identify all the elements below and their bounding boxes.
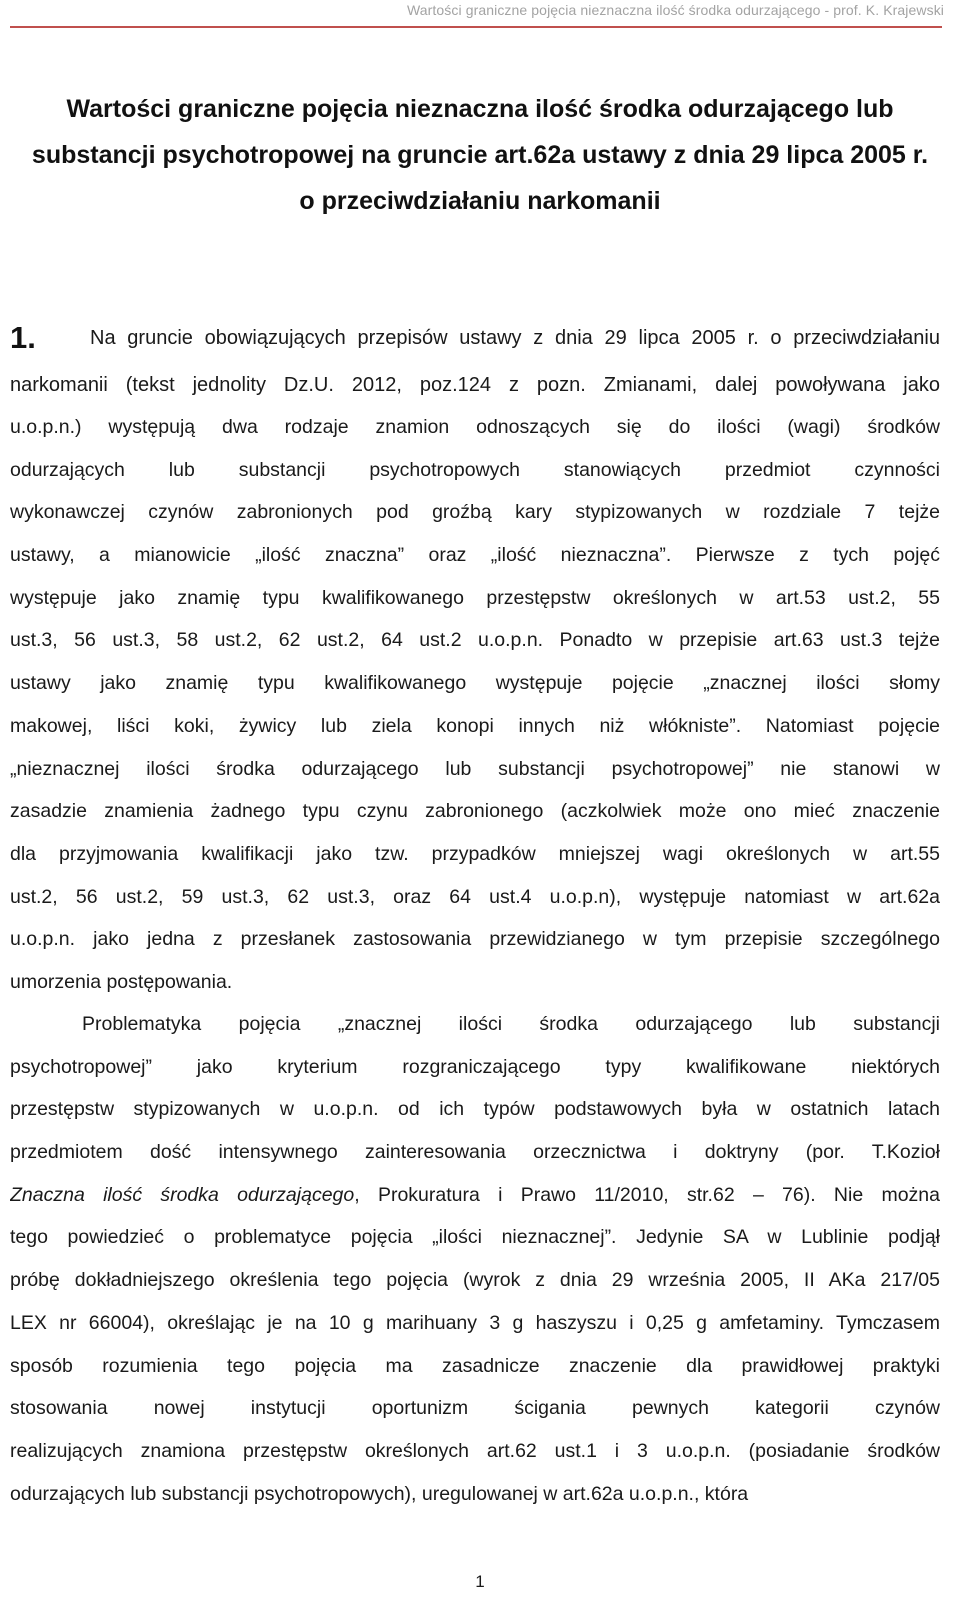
title-line: substancji psychotropowej na gruncie art.62a ustawy z dnia 29 lipca 2005 r. — [31, 141, 929, 169]
title-line: Wartości graniczne pojęcia nieznaczna ilość środka odurzającego lub — [66, 95, 894, 123]
text-line: u.o.p.n. jako jedna z przesłanek zastosowania przewidzianego w tym przepisie szczególnego — [10, 928, 940, 951]
text-line: makowej, liści koki, żywicy lub ziela konopi innych niż włókniste”. Natomiast pojęcie — [10, 714, 940, 737]
text-line: przedmiotem dość intensywnego zainteresowania orzecznictwa i doktryny (por. T.Kozioł — [10, 1141, 940, 1164]
text-line: umorzenia postępowania. — [10, 970, 233, 993]
paragraph-one — [10, 406, 940, 1004]
text-line: zasadzie znamienia żadnego typu czynu zabronionego (aczkolwiek może ono mieć znaczenie — [10, 800, 940, 823]
text-line: sposób rozumienia tego pojęcia ma zasadnicze znaczenie dla prawidłowej praktyki — [10, 1354, 940, 1377]
text-line-with-citation — [10, 1174, 940, 1217]
text-line: odurzających lub substancji psychotropowych stanowiących przedmiot czynności — [10, 458, 940, 481]
header-rule — [10, 26, 942, 28]
text-line: narkomanii (tekst jednolity Dz.U. 2012, poz.124 z pozn. Zmianami, dalej powoływana jako — [10, 374, 940, 396]
text-line: realizujących znamiona przestępstw określonych art.62 ust.1 i 3 u.o.p.n. (posiadanie środków — [10, 1439, 940, 1462]
text-line: „nieznacznej ilości środka odurzającego lub substancji psychotropowej” nie stanowi w — [10, 757, 940, 780]
citation-details: , Prokuratura i Prawo 11/2010, str.62 – 76). Nie można — [354, 1183, 940, 1206]
text-line: ust.3, 56 ust.3, 58 ust.2, 62 ust.2, 64 ust.2 u.o.p.n. Ponadto w przepisie art.63 ust.3 tejże — [10, 629, 940, 652]
text-line: ustawy jako znamię typu kwalifikowanego występuje pojęcie „znacznej ilości słomy — [10, 672, 940, 695]
title-line: o przeciwdziałaniu narkomanii — [299, 187, 661, 215]
text-line: odurzających lub substancji psychotropowych), uregulowanej w art.62a u.o.p.n., która — [10, 1482, 749, 1505]
text-line: u.o.p.n.) występują dwa rodzaje znamion odnoszących się do ilości (wagi) środków — [10, 416, 940, 438]
text-line: tego powiedzieć o problematyce pojęcia „ilości nieznacznej”. Jedynie SA w Lublinie podjął — [10, 1226, 940, 1249]
text-line: występuje jako znamię typu kwalifikowanego przestępstw określonych w art.53 ust.2, 55 — [10, 586, 940, 609]
text-line: ustawy, a mianowicie „ilość znaczna” oraz „ilość nieznaczna”. Pierwsze z tych pojęć — [10, 544, 940, 567]
text-line: LEX nr 66004), określając je na 10 g marihuany 3 g haszyszu i 0,25 g amfetaminy. Tymczasem — [10, 1311, 940, 1334]
section-number: 1. — [10, 320, 36, 355]
text-line: ust.2, 56 ust.2, 59 ust.3, 62 ust.3, oraz 64 ust.4 u.o.p.n), występuje natomiast w art.62a — [10, 885, 940, 908]
text-line: stosowania nowej instytucji oportunizm ścigania pewnych kategorii czynów — [10, 1397, 940, 1420]
section-second-line — [10, 364, 940, 406]
text-line: psychotropowej” jako kryterium rozgraniczającego typy kwalifikowane niektórych — [10, 1055, 940, 1078]
text-line: przestępstw stypizowanych w u.o.p.n. od ich typów podstawowych była w ostatnich latach — [10, 1098, 940, 1121]
text-line: próbę dokładniejszego określenia tego pojęcia (wyrok z dnia 29 września 2005, II AKa 217/05 — [10, 1269, 940, 1292]
page-number: 1 — [475, 1572, 485, 1591]
cited-title: Znaczna ilość środka odurzającego — [10, 1183, 355, 1206]
document-title — [0, 86, 960, 224]
text-line: Problematyka pojęcia „znacznej ilości środka odurzającego lub substancji — [82, 1013, 940, 1035]
paragraph-two — [10, 1003, 940, 1515]
running-header: Wartości graniczne pojęcia nieznaczna ilość środka odurzającego - prof. K. Krajewski — [406, 2, 944, 18]
text-line: dla przyjmowania kwalifikacji jako tzw. przypadków mniejszej wagi określonych w art.55 — [10, 842, 940, 865]
section-first-line: Na gruncie obowiązujących przepisów ustawy z dnia 29 lipca 2005 r. o przeciwdziałaniu — [90, 327, 940, 349]
text-line: wykonawczej czynów zabronionych pod groźbą kary stypizowanych w rozdziale 7 tejże — [10, 501, 940, 524]
